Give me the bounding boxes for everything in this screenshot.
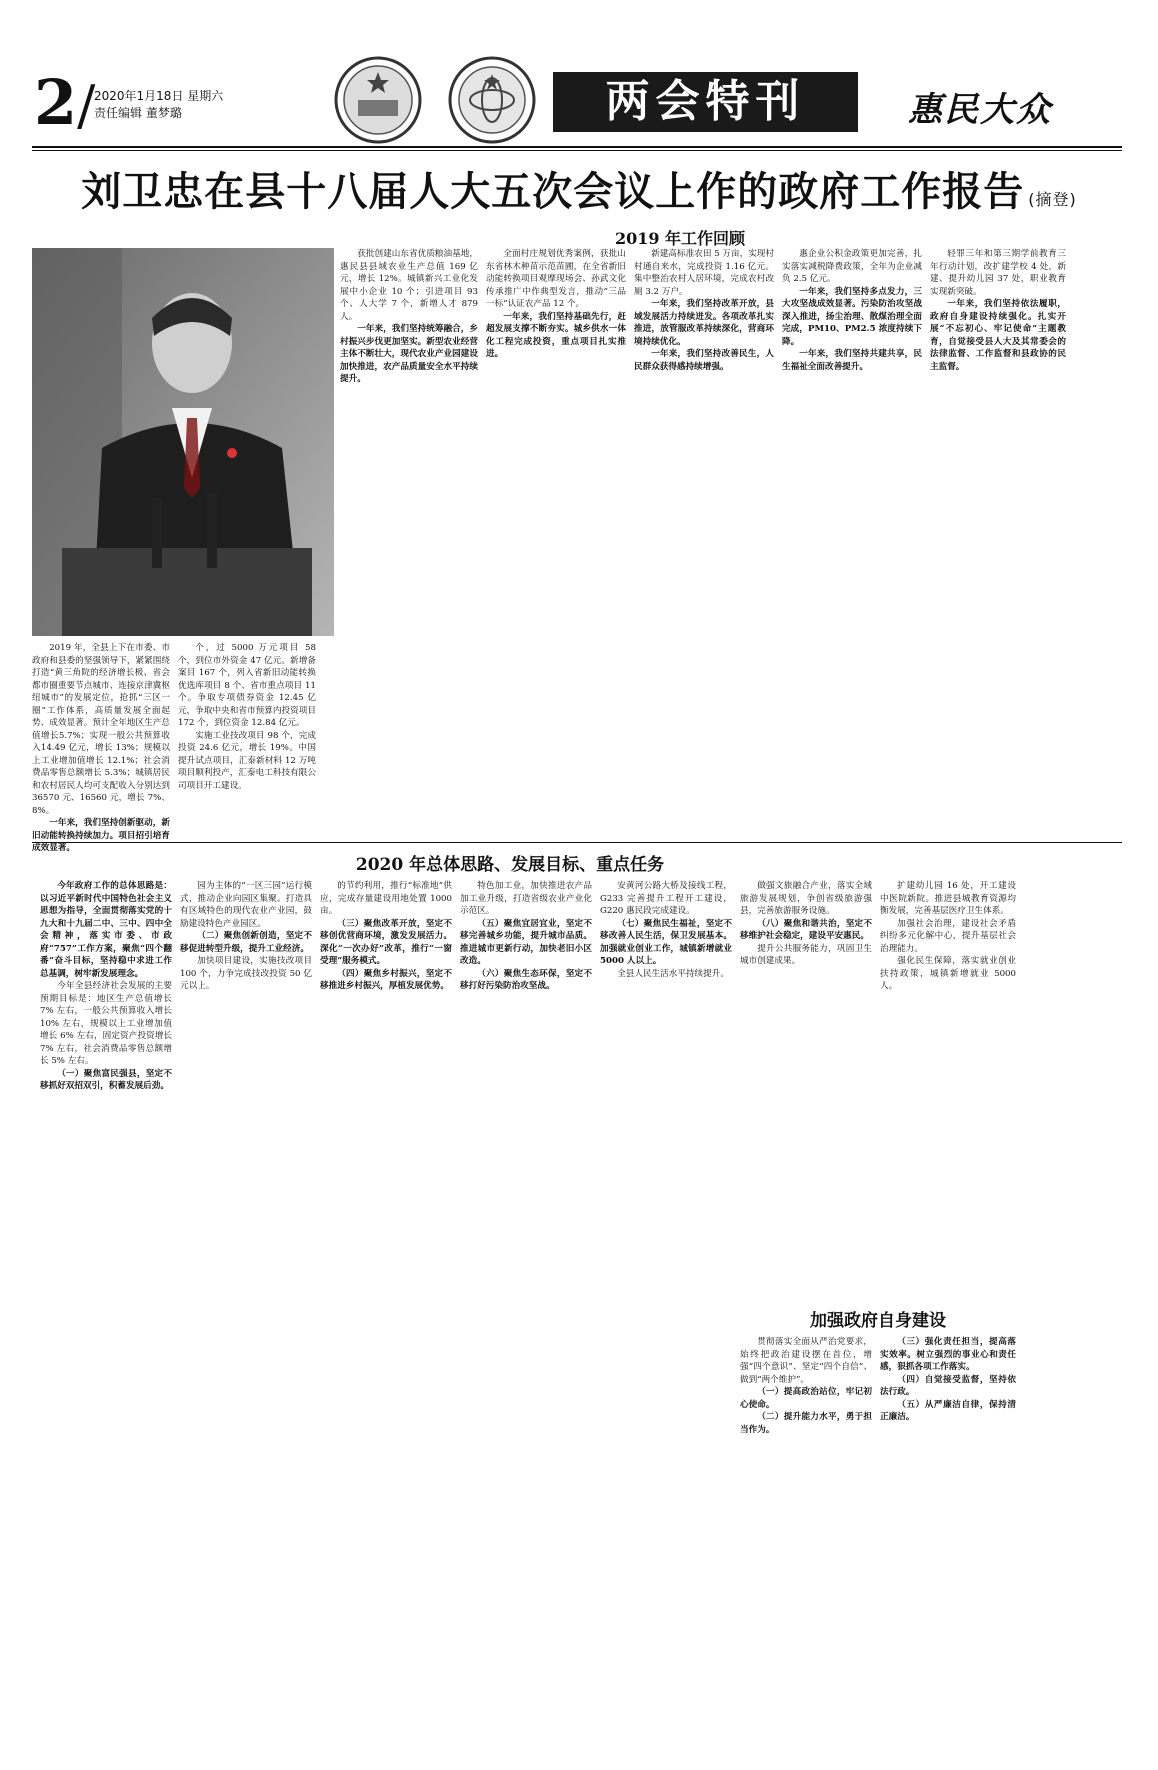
article-title-text: 刘卫忠在县十八届人大五次会议上作的政府工作报告 bbox=[81, 169, 1025, 215]
paragraph: 全县人民生活水平持续提升。 bbox=[617, 968, 729, 979]
speaker-photo bbox=[32, 248, 334, 636]
cppcc-emblem-icon bbox=[432, 50, 552, 150]
paragraph: 的节约利用，推行“标准地”供应，完成存量建设用地处置 1000 亩。 bbox=[320, 881, 452, 916]
issue-date: 2020年1月18日 星期六 bbox=[94, 89, 224, 103]
paragraph: 一年来，我们坚持共建共享，民生福祉全面改善提升。 bbox=[782, 349, 922, 372]
s2-column-7 bbox=[880, 880, 1016, 1290]
paragraph: 做强文旅融合产业，落实全域旅游发展规划，争创省级旅游强县，完善旅游服务设施。 bbox=[740, 881, 872, 916]
paragraph: 安黄河公路大桥及接线工程，G233 完善提升工程开工建设，G220 惠民段完成建设。 bbox=[600, 881, 732, 916]
paragraph: 全面村庄规划优秀案例，获批山东省林木种苗示范苗圃，在全省新旧动能转换项目观摩现场会、孙武文化传承推广中作典型发言，推动“三品一标”认证农产品 12 个。 bbox=[486, 249, 626, 309]
editor-credit: 责任编辑 董梦璐 bbox=[94, 106, 182, 120]
s3-column-2 bbox=[880, 1336, 1016, 1750]
paragraph: （三）强化责任担当，提高落实效率。树立强烈的事业心和责任感，狠抓各项工作落实。 bbox=[880, 1337, 1016, 1372]
masthead-rule bbox=[32, 146, 1122, 148]
paragraph: 一年来，我们坚持多点发力，三大攻坚战成效显著。污染防治攻坚战深入推进，扬尘治理、散煤治理全面完成，PM10、PM2.5 浓度持续下降。 bbox=[782, 286, 922, 347]
section-heading-government-building: 加强政府自身建设 bbox=[810, 1311, 946, 1331]
paragraph: 园为主体的“一区三园”运行模式，推动企业向园区集聚。打造具有区域特色的现代农业产业园，鼓励建设特色产业园区。 bbox=[180, 881, 312, 929]
s1-column-6 bbox=[782, 248, 922, 838]
paragraph: 强化民生保障，落实就业创业扶持政策，城镇新增就业 5000 人。 bbox=[880, 956, 1016, 991]
paragraph: （四）自觉接受监督，坚持依法行政。 bbox=[880, 1374, 1016, 1397]
paragraph: 个，过 5000 万元项目 58 个，到位市外资金 47 亿元。新增备案目 167 个，列入省新旧动能转换优选库项目 8 个、省市重点项目 11 个。争取专项债券资金 12.45 亿元，争取中央和省市预算内投资项目 172 个，到位资金 12.84 亿元。 bbox=[178, 643, 316, 728]
paragraph: 加快项目建设，实施技改项目 100 个，力争完成技改投资 50 亿元以上。 bbox=[180, 956, 312, 991]
newspaper-brand: 惠民大众 bbox=[908, 90, 1052, 130]
paragraph: 实施工业技改项目 98 个，完成投资 24.6 亿元，增长 19%。中国提升试点项目，汇泰新材料 12 万吨项目顺利投产，汇泰电工科技有限公司项目开工建设。 bbox=[178, 730, 316, 791]
special-issue-banner: 两会特刊 bbox=[553, 72, 858, 132]
s2-column-4 bbox=[460, 880, 592, 1750]
paragraph: 今年政府工作的总体思路是：以习近平新时代中国特色社会主义思想为指导，全面贯彻落实党的十九大和十九届二中、三中、四中全会精神，落实市委、市政府“757”工作方案，聚焦“四个翻番”奋斗目标，坚持稳中求进工作总基调，树牢新发展理念。 bbox=[40, 881, 172, 979]
paragraph: （五）聚焦宜居宜业，坚定不移完善城乡功能，提升城市品质。推进城市更新行动，加快老旧小区改造。 bbox=[460, 918, 592, 966]
paragraph: 获批创建山东省优质粮油基地，惠民县县域农业生产总值 169 亿元，增长 12%。城镇新兴工业化发展中小企业 10 个；引进项目 93 个、人大学 7 个，新增人才 879 人。 bbox=[340, 249, 478, 322]
paragraph: 一年来，我们坚持统筹融合，乡村振兴步伐更加坚实。新型农业经营主体不断壮大，现代农业产业园建设加快推进，农产品质量安全水平持续提升。 bbox=[340, 324, 478, 384]
s1-column-7 bbox=[930, 248, 1066, 838]
s1-column-1 bbox=[32, 642, 170, 853]
paragraph: （五）从严廉洁自律，保持清正廉洁。 bbox=[880, 1399, 1016, 1422]
masthead-rule-thin bbox=[32, 150, 1122, 151]
paragraph: 一年来，我们坚持基础先行，赶超发展支撑不断夯实。城乡供水一体化工程完成投资，重点项目扎实推进。 bbox=[486, 311, 626, 359]
s2-column-3 bbox=[320, 880, 452, 1750]
article-title bbox=[0, 160, 1158, 217]
s1-column-3 bbox=[340, 248, 478, 838]
paragraph: 特色加工业，加快推进农产品加工业升级，打造省级农业产业化示范区。 bbox=[460, 881, 592, 916]
paragraph: 今年全县经济社会发展的主要预期目标是：地区生产总值增长 7% 左右，一般公共预算收入增长 10% 左右，规模以上工业增加值增长 6% 左右，固定资产投资增长 7% 左右，社会消费品零售总额增长 5% 左右。 bbox=[40, 981, 172, 1066]
s2-column-2 bbox=[180, 880, 312, 1750]
paragraph: （八）聚焦和谐共治，坚定不移维护社会稳定，建设平安惠民。 bbox=[740, 918, 872, 941]
paragraph: 一年来，我们坚持创新驱动，新旧动能转换持续加力。项目招引培育成效显著。 bbox=[32, 818, 170, 853]
paragraph: 加强社会治理，建设社会矛盾纠纷多元化解中心，提升基层社会治理能力。 bbox=[880, 918, 1016, 954]
paragraph: 一年来，我们坚持改善民生，人民群众获得感持续增强。 bbox=[634, 349, 774, 372]
paragraph: 提升公共服务能力，巩固卫生城市创建成果。 bbox=[740, 943, 872, 966]
s2-column-6 bbox=[740, 880, 872, 1290]
paragraph: 一年来，我们坚持依法履职，政府自身建设持续强化。扎实开展“不忘初心、牢记使命”主题教育，自觉接受县人大及其常委会的法律监督、工作监督和县政协的民主监督。 bbox=[930, 299, 1066, 372]
paragraph: （七）聚焦民生福祉，坚定不移改善人民生活，保卫发展基本。加强就业创业工作，城镇新增就业 5000 人以上。 bbox=[600, 918, 732, 966]
paragraph: （四）聚焦乡村振兴，坚定不移推进乡村振兴，厚植发展优势。 bbox=[320, 968, 452, 991]
paragraph: 贯彻落实全面从严治党要求，始终把政治建设摆在首位，增强“四个意识”、坚定“四个自信”、做到“两个维护”。 bbox=[740, 1337, 872, 1385]
section-heading-2020-plan: 2020 年总体思路、发展目标、重点任务 bbox=[355, 855, 665, 875]
page-number: 2/ bbox=[34, 66, 96, 139]
page-meta bbox=[94, 88, 314, 122]
s2-column-1 bbox=[40, 880, 172, 1750]
paragraph: 一年来，我们坚持改革开放，县域发展活力持续迸发。各项改革扎实推进，放管服改革持续深化，营商环境持续优化。 bbox=[634, 299, 774, 347]
national-emblem-icon bbox=[318, 50, 438, 150]
paragraph: 2019 年，全县上下在市委、市政府和县委的坚强领导下，紧紧围绕打造“黄三角院的经济增长极、省会都市圈重要节点城市、连接京津冀枢纽城市”的发展定位，抢抓“三区一圈”工作体系，高质量发展全面起势、成效显著。预计全年地区生产总值增长5.7%；实现一般公共预算收入14.49 亿元，增长 13%；规模以上工业增加值增长 12.1%；社会消费品零售总额增长 5.3%；城镇居民和农村居民人均可支配收入分别达到 36570 元、16560 元，增长 7%、8%。 bbox=[32, 643, 170, 816]
section-heading-2019-review: 2019 年工作回顾 bbox=[614, 229, 746, 248]
paragraph: （二）提升能力水平，勇于担当作为。 bbox=[740, 1412, 872, 1435]
paragraph: （二）聚焦创新创造，坚定不移促进转型升级，提升工业经济。 bbox=[180, 931, 312, 954]
s3-column-1 bbox=[740, 1336, 872, 1750]
paragraph: （一）提高政治站位，牢记初心使命。 bbox=[740, 1387, 872, 1410]
paragraph: 惠企业公积金政策更加完善，扎实落实减税降费政策，全年为企业减负 2.5 亿元。 bbox=[782, 249, 922, 284]
paragraph: （三）聚焦改革开放，坚定不移创优营商环境，激发发展活力。深化“一次办好”改革，推行“一窗受理”服务模式。 bbox=[320, 918, 452, 966]
s2-column-5 bbox=[600, 880, 732, 1750]
paragraph: 扩建幼儿园 16 处，开工建设中医院新院。推进县城教育资源均衡发展，完善基层医疗卫生体系。 bbox=[880, 881, 1016, 916]
section-divider bbox=[32, 842, 1122, 843]
article-title-note: (摘登) bbox=[1028, 190, 1077, 209]
paragraph: 新建高标准农田 5 万亩，实现村村通自来水，完成投资 1.16 亿元。集中整治农村人居环境，完成农村改厕 3.2 万户。 bbox=[634, 249, 774, 297]
paragraph: 轻罪三年和第三期学前教育三年行动计划，改扩建学校 4 处，新建、提升幼儿园 37 处，职业教育实现新突破。 bbox=[930, 249, 1066, 297]
s1-column-5 bbox=[634, 248, 774, 838]
s1-column-2 bbox=[178, 642, 316, 838]
s1-column-4 bbox=[486, 248, 626, 838]
paragraph: （一）聚焦富民强县，坚定不移抓好双招双引，积蓄发展后劲。 bbox=[40, 1068, 172, 1091]
paragraph: （六）聚焦生态环保，坚定不移打好污染防治攻坚战。 bbox=[460, 968, 592, 991]
